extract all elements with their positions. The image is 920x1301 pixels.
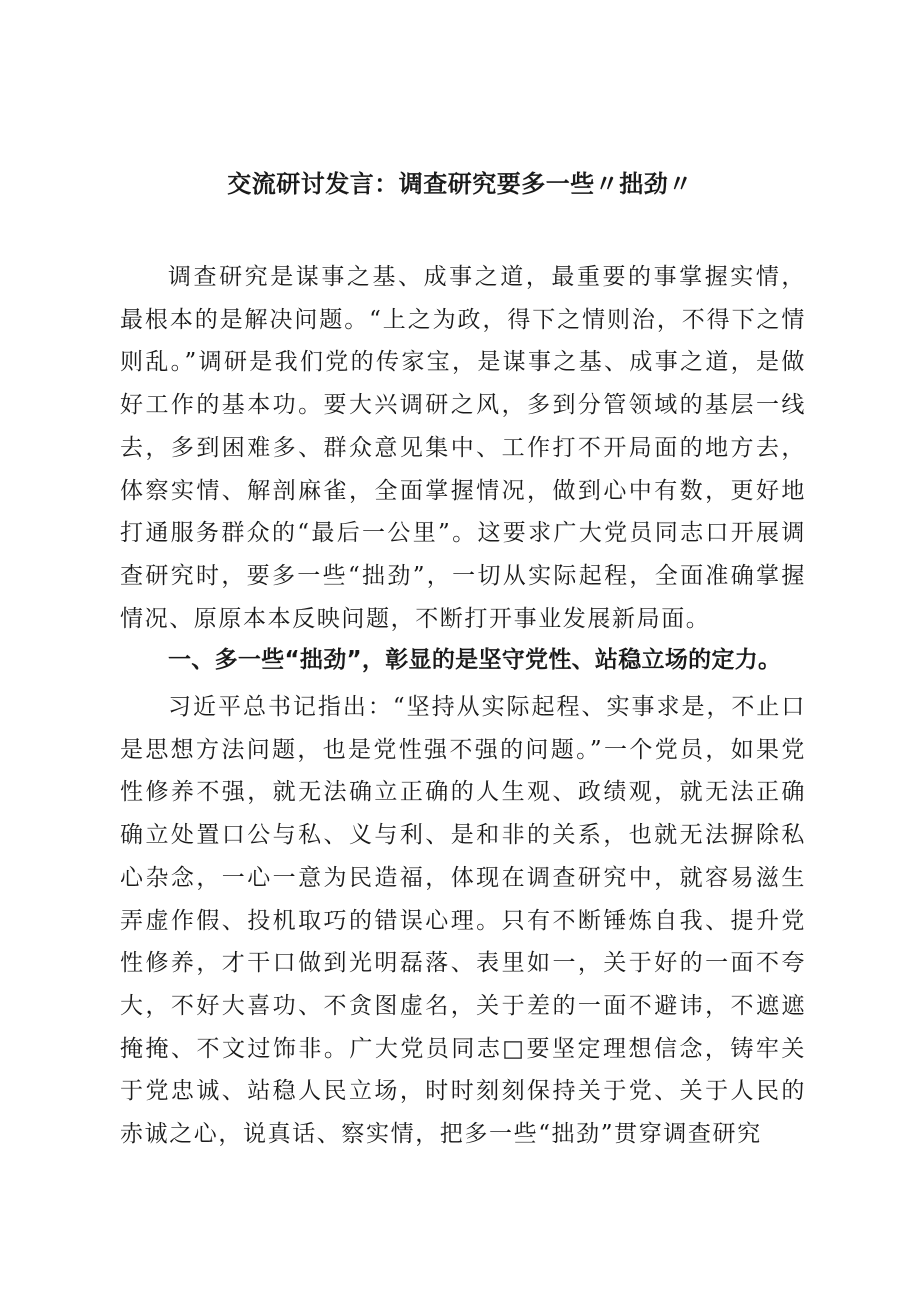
body-paragraph: 习近平总书记指出：“坚持从实际起程、实事求是，不止口是思想方法问题，也是党性强不强的问题。”一个党员，如果党性修养不强，就无法确立正确的人生观、政绩观，就无法正确确立处置口公与私、义与利、是和非的关系，也就无法摒除私心杂念，一心一意为民造福，体现在调查研究中，就容易滋生弄虚作假、投机取巧的错误心理。只有不断锤炼自我、提升党性修养，才干口做到光明磊落、表里如一，关于好的一面不夸大，不好大喜功、不贪图虚名，关于差的一面不避讳，不遮遮掩掩、不文过饰非。广大党员同志□要坚定理想信念，铸牢关于党忠诚、站稳人民立场，时时刻刻保持关于党、关于人民的赤诚之心，说真话、察实情，把多一些“拙劲”贯穿调查研究: [120, 694, 806, 1148]
section-heading: 一、多一些“拙劲”，彰显的是坚守党性、站稳立场的定力。: [168, 647, 782, 673]
intro-paragraph: 调查研究是谋事之基、成事之道，最重要的事掌握实情，最根本的是解决问题。“上之为政，得下之情则治，不得下之情则乱。”调研是我们党的传家宝，是谋事之基、成事之道，是做好工作的基本功。要大兴调研之风，多到分管领域的基层一线去，多到困难多、群众意见集中、工作打不开局面的地方去，体察实情、解剖麻雀，全面掌握情况，做到心中有数，更好地打通服务群众的“最后一公里”。这要求广大党员同志口开展调查研究时，要多一些“拙劲”，一切从实际起程，全面准确掌握情况、原原本本反映问题，不断打开事业发展新局面。: [120, 264, 806, 632]
document-title: 交流研讨发言：调查研究要多一些〃拙劲〃: [227, 170, 693, 198]
